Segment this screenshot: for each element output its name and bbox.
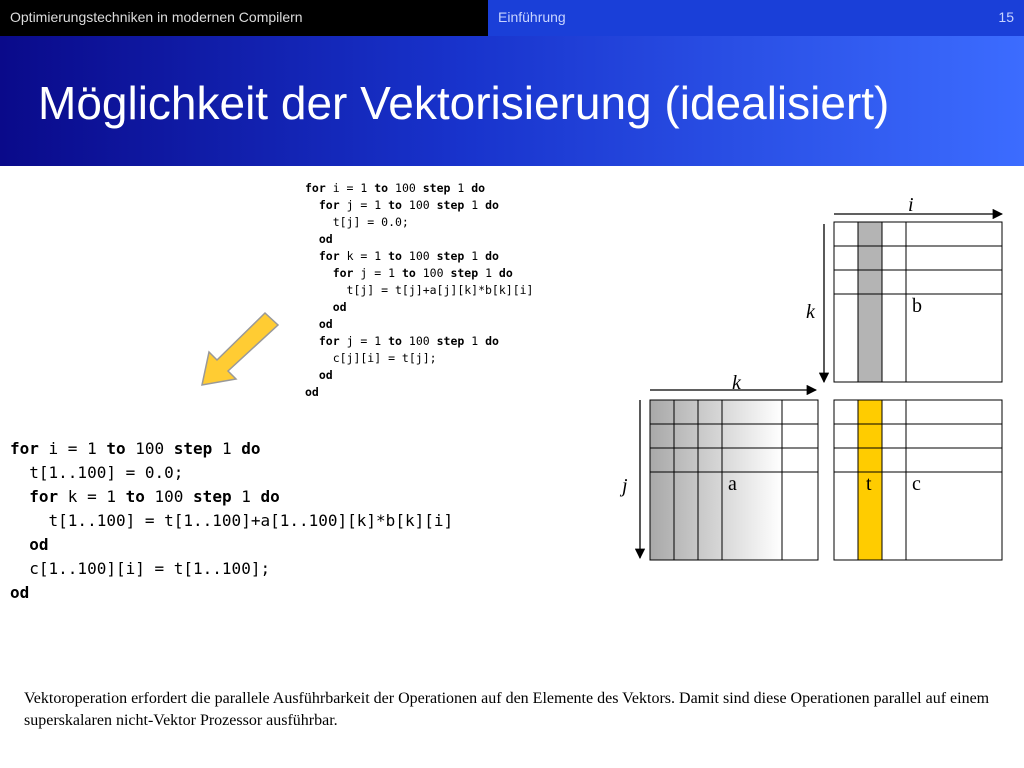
code-keyword: to [388, 334, 402, 348]
code-line [305, 385, 319, 399]
label-k-vertical: k [806, 301, 815, 323]
code-keyword: step [436, 198, 465, 212]
vector-code-block [10, 437, 453, 605]
code-keyword: od [318, 232, 333, 246]
code-line: for i = 1 to 100 step 1 do [305, 181, 486, 195]
code-keyword: to [125, 487, 145, 506]
code-keyword: od [29, 535, 49, 554]
matrix-diagram [610, 190, 1010, 570]
code-line [305, 232, 333, 246]
code-keyword: to [401, 266, 416, 280]
section-bar [488, 0, 1024, 36]
label-b: b [912, 295, 922, 317]
page-number: 15 [998, 9, 1014, 25]
slide-title: Möglichkeit der Vektorisierung (idealisiert) [38, 77, 890, 129]
code-line: for j = 1 to 100 step 1 do [318, 334, 499, 348]
code-line: for i = 1 to 100 step 1 do [10, 439, 261, 458]
code-keyword: do [260, 487, 280, 506]
slide-caption: Vektoroperation erfordert die parallele Ausführbarkeit der Operationen auf den Elemente des Vektors. Damit sind diese Operationen parallel auf einem superskalaren nicht-Vektor Prozessor ausführbar. [24, 690, 990, 729]
code-keyword: for [332, 266, 354, 280]
code-keyword: od [318, 368, 333, 382]
code-keyword: step [422, 181, 451, 195]
code-keyword: for [318, 198, 340, 212]
code-keyword: for [10, 439, 39, 458]
code-keyword: od [332, 300, 347, 314]
code-line [305, 317, 333, 331]
code-line: t[1..100] = t[1..100]+a[1..100][k]*b[k][i] [10, 511, 454, 530]
code-line: c[j][i] = t[j]; [305, 351, 437, 365]
code-line [305, 300, 347, 314]
code-keyword: to [374, 181, 389, 195]
code-keyword: for [305, 181, 326, 195]
code-keyword: for [318, 334, 340, 348]
code-keyword: do [485, 334, 499, 348]
code-keyword: for [29, 487, 59, 506]
code-keyword: do [471, 181, 486, 195]
code-keyword: do [498, 266, 513, 280]
code-line [305, 368, 333, 382]
code-keyword: do [241, 439, 261, 458]
code-keyword: od [318, 317, 333, 331]
section-title: Einführung [498, 9, 566, 25]
code-keyword: step [436, 249, 465, 263]
code-keyword: for [318, 249, 340, 263]
code-line: for k = 1 to 100 step 1 do [318, 249, 499, 263]
label-t: t [866, 473, 872, 495]
code-line: t[j] = t[j]+a[j][k]*b[k][i] [305, 283, 534, 297]
label-i: i [908, 194, 914, 216]
course-title: Optimierungstechniken in modernen Compilern [0, 0, 488, 36]
code-line: for k = 1 to 100 step 1 do [29, 487, 280, 506]
label-c: c [912, 473, 921, 495]
code-keyword: step [193, 487, 232, 506]
down-left-arrow-icon [190, 305, 290, 395]
label-a: a [728, 473, 737, 495]
code-line: t[j] = 0.0; [305, 215, 409, 229]
code-keyword: to [106, 439, 126, 458]
title-header [0, 36, 1024, 166]
code-line: c[1..100][i] = t[1..100]; [10, 559, 271, 578]
top-bar [0, 0, 1024, 36]
code-keyword: to [388, 249, 402, 263]
label-j: j [622, 475, 628, 497]
code-line: t[1..100] = 0.0; [10, 463, 184, 482]
code-keyword: od [10, 583, 30, 602]
code-line: for j = 1 to 100 step 1 do [318, 198, 499, 212]
code-line: for j = 1 to 100 step 1 do [332, 266, 513, 280]
scalar-code-block [305, 180, 533, 401]
code-line [10, 535, 49, 554]
code-keyword: do [485, 249, 499, 263]
code-keyword: do [485, 198, 499, 212]
code-keyword: od [305, 385, 319, 399]
code-keyword: step [436, 334, 465, 348]
code-keyword: step [450, 266, 479, 280]
code-keyword: step [173, 439, 213, 458]
label-k-horizontal: k [732, 372, 741, 394]
code-line [10, 583, 29, 602]
code-keyword: to [388, 198, 402, 212]
